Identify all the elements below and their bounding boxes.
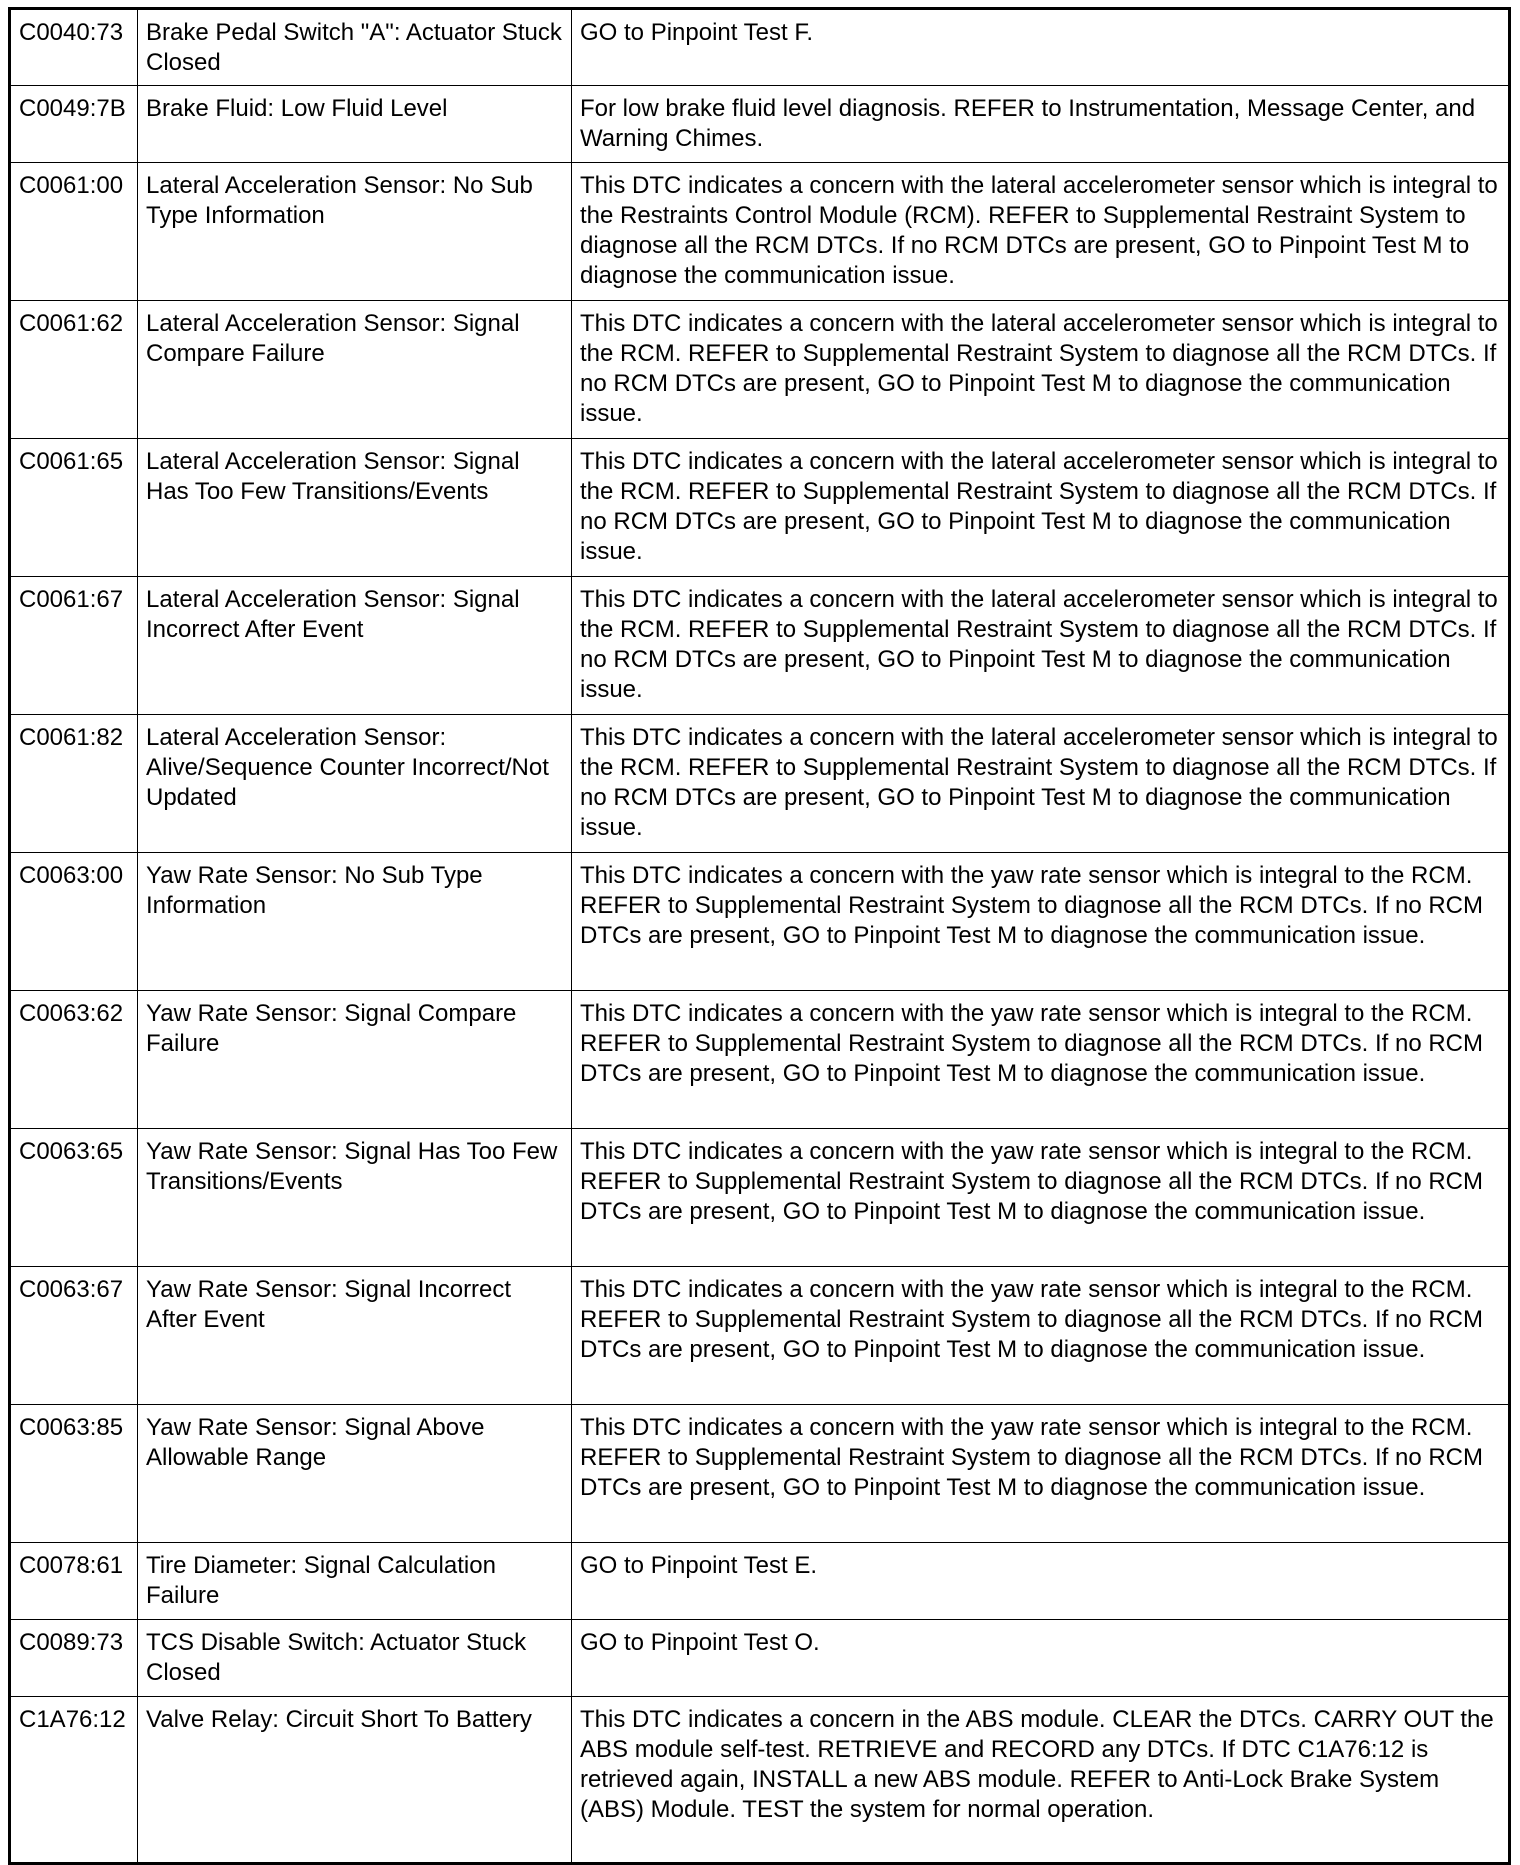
table-row (10, 991, 1510, 1129)
dtc-code: C0063:67 (10, 1267, 138, 1405)
dtc-code: C0063:62 (10, 991, 138, 1129)
dtc-description: Brake Pedal Switch "A": Actuator Stuck Closed (138, 9, 572, 86)
dtc-description: Yaw Rate Sensor: Signal Incorrect After Event (138, 1267, 572, 1405)
table-row (10, 301, 1510, 439)
table-row (10, 86, 1510, 163)
dtc-action: This DTC indicates a concern with the lateral accelerometer sensor which is integral to the Restraints Control Module (RCM). REFER to Supplemental Restraint System to diagnose all the RCM DTCs. If no RCM DTCs are present, GO to Pinpoint Test M to diagnose the communication issue. (572, 163, 1510, 301)
dtc-action: This DTC indicates a concern with the yaw rate sensor which is integral to the RCM. REFER to Supplemental Restraint System to diagnose all the RCM DTCs. If no RCM DTCs are present, GO to Pinpoint Test M to diagnose the communication issue. (572, 1405, 1510, 1543)
dtc-code: C0061:82 (10, 715, 138, 853)
dtc-action: This DTC indicates a concern with the yaw rate sensor which is integral to the RCM. REFER to Supplemental Restraint System to diagnose all the RCM DTCs. If no RCM DTCs are present, GO to Pinpoint Test M to diagnose the communication issue. (572, 1129, 1510, 1267)
dtc-code: C0061:62 (10, 301, 138, 439)
table-row (10, 1129, 1510, 1267)
dtc-action: For low brake fluid level diagnosis. REFER to Instrumentation, Message Center, and Warning Chimes. (572, 86, 1510, 163)
dtc-description: Tire Diameter: Signal Calculation Failure (138, 1543, 572, 1620)
dtc-description: Yaw Rate Sensor: No Sub Type Information (138, 853, 572, 991)
table-row (10, 9, 1510, 86)
table-row (10, 1543, 1510, 1620)
dtc-code: C0061:00 (10, 163, 138, 301)
dtc-action: This DTC indicates a concern with the yaw rate sensor which is integral to the RCM. REFER to Supplemental Restraint System to diagnose all the RCM DTCs. If no RCM DTCs are present, GO to Pinpoint Test M to diagnose the communication issue. (572, 1267, 1510, 1405)
dtc-code: C1A76:12 (10, 1697, 138, 1864)
dtc-code: C0063:00 (10, 853, 138, 991)
dtc-table (8, 7, 1511, 1865)
dtc-description: Yaw Rate Sensor: Signal Compare Failure (138, 991, 572, 1129)
dtc-description: Lateral Acceleration Sensor: Alive/Sequence Counter Incorrect/Not Updated (138, 715, 572, 853)
table-row (10, 1620, 1510, 1697)
dtc-action: This DTC indicates a concern with the lateral accelerometer sensor which is integral to the RCM. REFER to Supplemental Restraint System to diagnose all the RCM DTCs. If no RCM DTCs are present, GO to Pinpoint Test M to diagnose the communication issue. (572, 301, 1510, 439)
dtc-description: TCS Disable Switch: Actuator Stuck Closed (138, 1620, 572, 1697)
dtc-description: Yaw Rate Sensor: Signal Above Allowable Range (138, 1405, 572, 1543)
dtc-action: This DTC indicates a concern with the yaw rate sensor which is integral to the RCM. REFER to Supplemental Restraint System to diagnose all the RCM DTCs. If no RCM DTCs are present, GO to Pinpoint Test M to diagnose the communication issue. (572, 991, 1510, 1129)
dtc-action: This DTC indicates a concern in the ABS module. CLEAR the DTCs. CARRY OUT the ABS module self-test. RETRIEVE and RECORD any DTCs. If DTC C1A76:12 is retrieved again, INSTALL a new ABS module. REFER to Anti-Lock Brake System (ABS) Module. TEST the system for normal operation. (572, 1697, 1510, 1864)
dtc-code: C0089:73 (10, 1620, 138, 1697)
dtc-code: C0078:61 (10, 1543, 138, 1620)
dtc-description: Lateral Acceleration Sensor: Signal Incorrect After Event (138, 577, 572, 715)
dtc-description: Lateral Acceleration Sensor: No Sub Type Information (138, 163, 572, 301)
dtc-action: This DTC indicates a concern with the yaw rate sensor which is integral to the RCM. REFER to Supplemental Restraint System to diagnose all the RCM DTCs. If no RCM DTCs are present, GO to Pinpoint Test M to diagnose the communication issue. (572, 853, 1510, 991)
dtc-description: Lateral Acceleration Sensor: Signal Compare Failure (138, 301, 572, 439)
table-row (10, 1267, 1510, 1405)
dtc-description: Valve Relay: Circuit Short To Battery (138, 1697, 572, 1864)
dtc-action: This DTC indicates a concern with the lateral accelerometer sensor which is integral to the RCM. REFER to Supplemental Restraint System to diagnose all the RCM DTCs. If no RCM DTCs are present, GO to Pinpoint Test M to diagnose the communication issue. (572, 439, 1510, 577)
table-row (10, 715, 1510, 853)
dtc-table-body (10, 9, 1510, 1864)
table-row (10, 439, 1510, 577)
dtc-code: C0061:67 (10, 577, 138, 715)
table-row (10, 1697, 1510, 1864)
dtc-action: GO to Pinpoint Test F. (572, 9, 1510, 86)
table-row (10, 853, 1510, 991)
dtc-action: This DTC indicates a concern with the lateral accelerometer sensor which is integral to the RCM. REFER to Supplemental Restraint System to diagnose all the RCM DTCs. If no RCM DTCs are present, GO to Pinpoint Test M to diagnose the communication issue. (572, 577, 1510, 715)
dtc-code: C0040:73 (10, 9, 138, 86)
dtc-action: GO to Pinpoint Test O. (572, 1620, 1510, 1697)
dtc-description: Brake Fluid: Low Fluid Level (138, 86, 572, 163)
table-row (10, 1405, 1510, 1543)
dtc-code: C0061:65 (10, 439, 138, 577)
table-row (10, 577, 1510, 715)
dtc-description: Yaw Rate Sensor: Signal Has Too Few Transitions/Events (138, 1129, 572, 1267)
dtc-code: C0049:7B (10, 86, 138, 163)
dtc-code: C0063:85 (10, 1405, 138, 1543)
dtc-description: Lateral Acceleration Sensor: Signal Has Too Few Transitions/Events (138, 439, 572, 577)
dtc-action: This DTC indicates a concern with the lateral accelerometer sensor which is integral to the RCM. REFER to Supplemental Restraint System to diagnose all the RCM DTCs. If no RCM DTCs are present, GO to Pinpoint Test M to diagnose the communication issue. (572, 715, 1510, 853)
dtc-code: C0063:65 (10, 1129, 138, 1267)
table-row (10, 163, 1510, 301)
dtc-action: GO to Pinpoint Test E. (572, 1543, 1510, 1620)
